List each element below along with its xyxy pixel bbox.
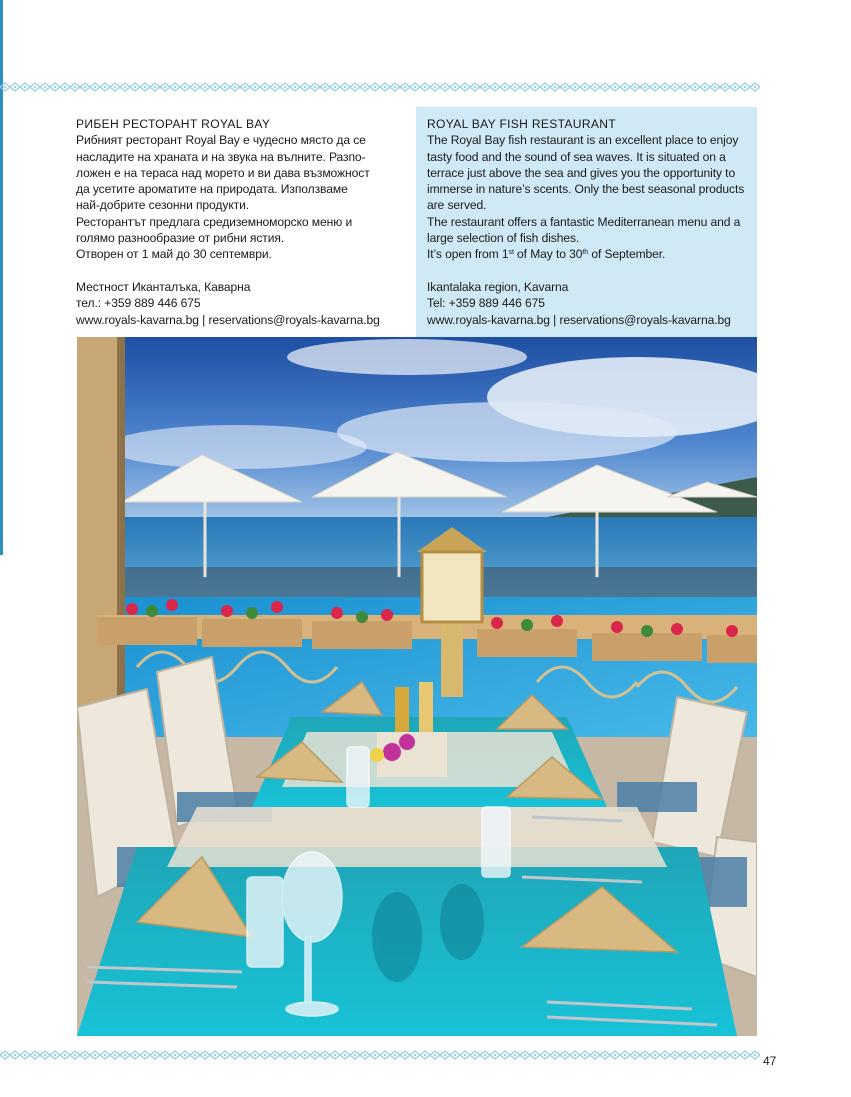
english-line: terrace just above the sea and gives you the opportunity to: [427, 165, 736, 180]
bulgarian-text-column: [76, 116, 411, 328]
page-number: 47: [763, 1054, 777, 1068]
english-line: large selection of fish dishes.: [427, 231, 580, 246]
bulgarian-line: ложен е на тераса над морето и ви дава възможност: [76, 165, 370, 180]
english-phone: Tel: +359 889 446 675: [427, 296, 545, 311]
bulgarian-line: да усетите ароматите на природата. Използваме: [76, 182, 348, 197]
opening-text: of May to 30: [513, 247, 583, 262]
bulgarian-line: насладите на храната и на звука на вълните. Разпо-: [76, 149, 366, 164]
english-line: are served.: [427, 198, 487, 213]
bulgarian-line: голямо разнообразие от рибни ястия.: [76, 231, 285, 246]
opening-text: It’s open from 1: [427, 247, 509, 262]
bulgarian-line: най-добрите сезонни продукти.: [76, 198, 250, 213]
bulgarian-phone: тел.: +359 889 446 675: [76, 296, 201, 311]
bulgarian-line: Отворен от 1 май до 30 септември.: [76, 247, 272, 262]
bulgarian-web-contacts: www.royals-kavarna.bg | reservations@royals-kavarna.bg: [76, 312, 380, 327]
bulgarian-line: Рибният ресторант Royal Bay е чудесно място да се: [76, 133, 366, 148]
bulgarian-line: Ресторантът предлага средиземноморско меню и: [76, 214, 353, 229]
english-web-contacts: www.royals-kavarna.bg | reservations@royals-kavarna.bg: [427, 312, 731, 327]
bulgarian-heading: РИБЕН РЕСТОРАНТ ROYAL BAY: [76, 117, 271, 131]
spacer: [427, 263, 752, 279]
english-line: immerse in nature’s scents. Only the best seasonal products: [427, 182, 745, 197]
opening-text: of September.: [588, 247, 666, 262]
terrace-illustration: [77, 337, 757, 1036]
top-ornament-border: [0, 81, 760, 93]
bulgarian-location: Местност Иканталъка, Каварна: [76, 279, 251, 294]
english-heading: ROYAL BAY FISH RESTAURANT: [427, 117, 616, 131]
english-line: tasty food and the sound of sea waves. It is situated on a: [427, 149, 726, 164]
bottom-ornament-border: [0, 1049, 760, 1061]
ordinal-suffix: th: [582, 249, 589, 257]
spacer: [76, 263, 411, 279]
english-opening-hours: [427, 246, 752, 262]
restaurant-terrace-photo: [77, 337, 757, 1036]
english-line: The Royal Bay fish restaurant is an excellent place to enjoy: [427, 133, 739, 148]
english-line: The restaurant offers a fantastic Mediterranean menu and a: [427, 214, 741, 229]
english-location: Ikantalaka region, Kavarna: [427, 279, 569, 294]
ordinal-suffix: st: [508, 249, 514, 257]
english-text-column: [427, 116, 752, 328]
